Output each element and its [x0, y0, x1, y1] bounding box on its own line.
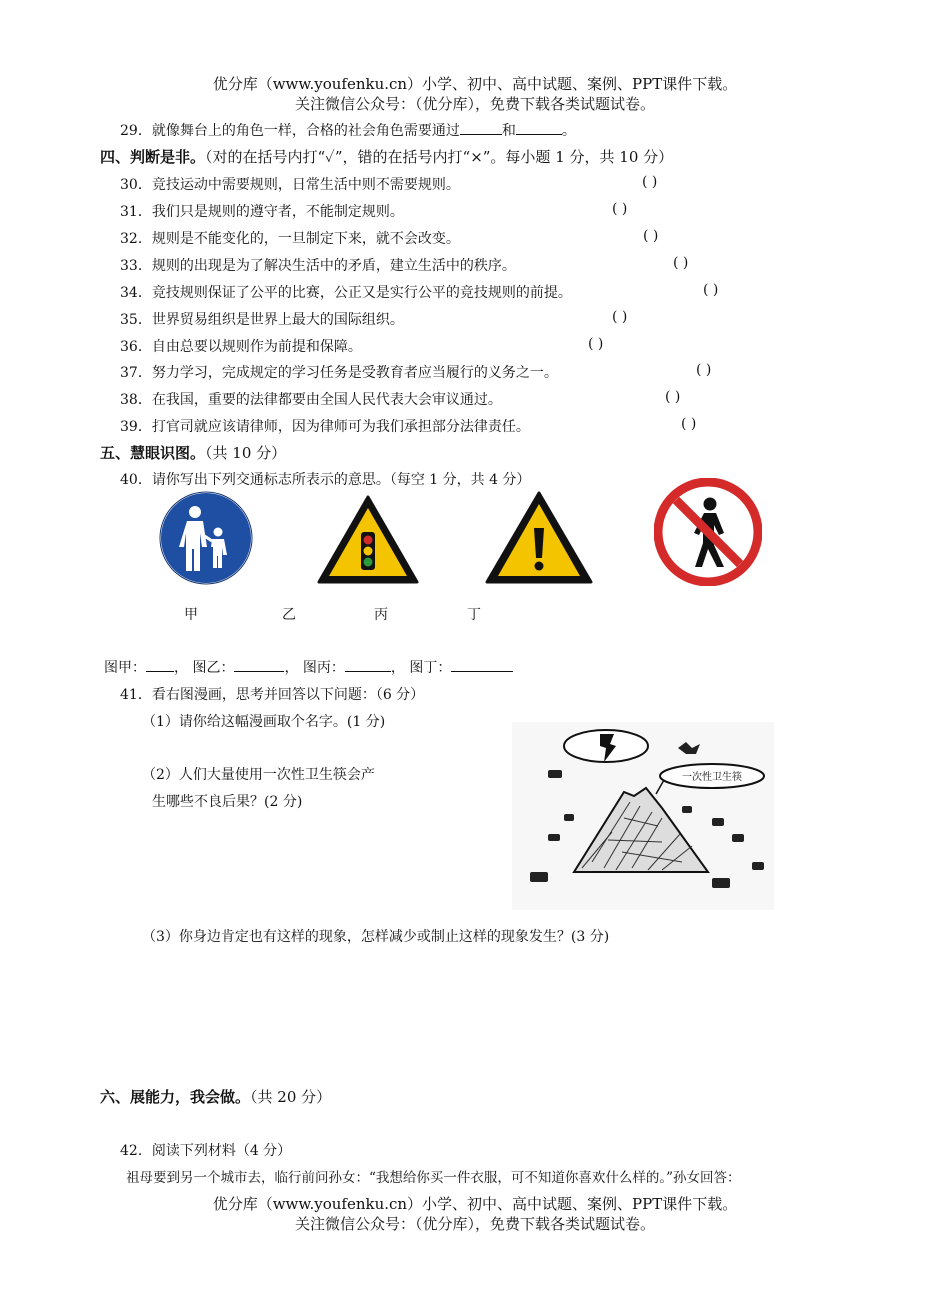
footer-line-2: 关注微信公众号：（优分库），免费下载各类试题试卷。: [294, 1215, 655, 1233]
question-29: [120, 120, 576, 140]
section-6-heading: [100, 1086, 331, 1107]
answer-paren[interactable]: ( ): [588, 336, 604, 352]
question-41-part-2a: （2）人们大量使用一次性卫生筷会产: [142, 767, 375, 783]
question-29-end: 。: [561, 123, 576, 139]
sign-label-jia: 甲: [184, 607, 198, 623]
judge-item: 35．世界贸易组织是世界上最大的国际组织。: [120, 312, 404, 328]
judge-item: 32．规则是不能变化的，一旦制定下来，就不会改变。: [120, 231, 460, 247]
answer-paren[interactable]: ( ): [665, 389, 681, 405]
answer-paren[interactable]: ( ): [612, 201, 628, 217]
answer-paren[interactable]: ( ): [673, 255, 689, 271]
no-pedestrians-sign-icon: [654, 478, 762, 586]
question-41: 41．看右图漫画，思考并回答以下问题：（6 分）: [120, 687, 425, 703]
answer-paren[interactable]: ( ): [703, 282, 719, 298]
question-41-part-3: （3）你身边肯定也有这样的现象，怎样减少或制止这样的现象发生？(3 分): [142, 929, 610, 945]
judge-item: 34．竞技规则保证了公平的比赛，公正又是实行公平的竞技规则的前提。: [120, 285, 572, 301]
header-line-2: 关注微信公众号：（优分库），免费下载各类试题试卷。: [294, 95, 655, 113]
judge-item: 31．我们只是规则的遵守者，不能制定规则。: [120, 204, 404, 220]
footer-line-1: 优分库（www.youfenku.cn）小学、初中、高中试题、案例、PPT课件下载。: [212, 1195, 738, 1213]
traffic-light-warning-sign-icon: [316, 494, 420, 586]
pedestrian-area-sign-icon: [158, 490, 254, 586]
answer-label-yi: ， 图乙：: [174, 660, 235, 676]
judge-item: 33．规则的出现是为了解决生活中的矛盾，建立生活中的秩序。: [120, 258, 516, 274]
answer-paren[interactable]: ( ): [612, 309, 628, 325]
section-4-heading: [100, 146, 673, 167]
answer-blank[interactable]: [146, 657, 174, 672]
answer-blank[interactable]: [516, 120, 562, 135]
sign-label-yi: 乙: [282, 607, 296, 623]
question-29-text: 29．就像舞台上的角色一样，合格的社会角色需要通过: [120, 123, 460, 139]
answer-paren[interactable]: ( ): [642, 174, 658, 190]
judge-item: 38．在我国，重要的法律都要由全国人民代表大会审议通过。: [120, 392, 502, 408]
answer-blank[interactable]: [234, 657, 284, 672]
section-4-note: （对的在括号内打“✓”，错的在括号内打“×”。每小题 1 分，共 10 分）: [205, 148, 674, 166]
judge-item: 30．竞技运动中需要规则，日常生活中则不需要规则。: [120, 177, 460, 193]
sign-label-ding: 丁: [467, 607, 481, 623]
chopsticks-cartoon-illustration: [512, 722, 774, 910]
question-40: 40．请你写出下列交通标志所表示的意思。（每空 1 分，共 4 分）: [120, 472, 531, 488]
section-5-title: 五、慧眼识图。: [100, 444, 206, 462]
judge-item: 36．自由总要以规则作为前提和保障。: [120, 339, 362, 355]
sign-label-bing: 丙: [374, 607, 388, 623]
answer-paren[interactable]: ( ): [696, 362, 712, 378]
answer-paren[interactable]: ( ): [681, 416, 697, 432]
section-6-title: 六、展能力，我会做。: [100, 1088, 251, 1106]
answer-blank[interactable]: [345, 657, 391, 672]
question-41-part-2b: 生哪些不良后果？(2 分): [152, 794, 303, 810]
section-5-heading: [100, 442, 286, 463]
header-line-1: 优分库（www.youfenku.cn）小学、初中、高中试题、案例、PPT课件下载。: [212, 75, 738, 93]
answer-label-bing: ， 图丙：: [284, 660, 345, 676]
answer-paren[interactable]: ( ): [643, 228, 659, 244]
judge-item: 39．打官司就应该请律师，因为律师可为我们承担部分法律责任。: [120, 419, 530, 435]
exclamation-warning-sign-icon: [484, 490, 594, 586]
question-42-material: 祖母要到另一个城市去，临行前问孙女：“我想给你买一件衣服，可不知道你喜欢什么样的。”孙女回答：: [126, 1170, 741, 1186]
section-5-note: （共 10 分）: [205, 444, 287, 462]
section-4-title: 四、判断是非。: [100, 148, 206, 166]
answer-blank[interactable]: [460, 120, 502, 135]
cartoon-label: 一次性卫生筷: [682, 772, 742, 783]
sign-answers-line: [104, 657, 513, 677]
answer-blank[interactable]: [451, 657, 513, 672]
question-42: 42．阅读下列材料（4 分）: [120, 1143, 292, 1159]
question-41-part-1: （1）请你给这幅漫画取个名字。(1 分): [142, 714, 386, 730]
answer-label-ding: ， 图丁：: [390, 660, 452, 676]
answer-label-jia: 图甲：: [104, 660, 146, 676]
question-29-and: 和: [501, 123, 516, 139]
judge-item: 37．努力学习，完成规定的学习任务是受教育者应当履行的义务之一。: [120, 365, 558, 381]
section-6-note: （共 20 分）: [250, 1088, 332, 1106]
